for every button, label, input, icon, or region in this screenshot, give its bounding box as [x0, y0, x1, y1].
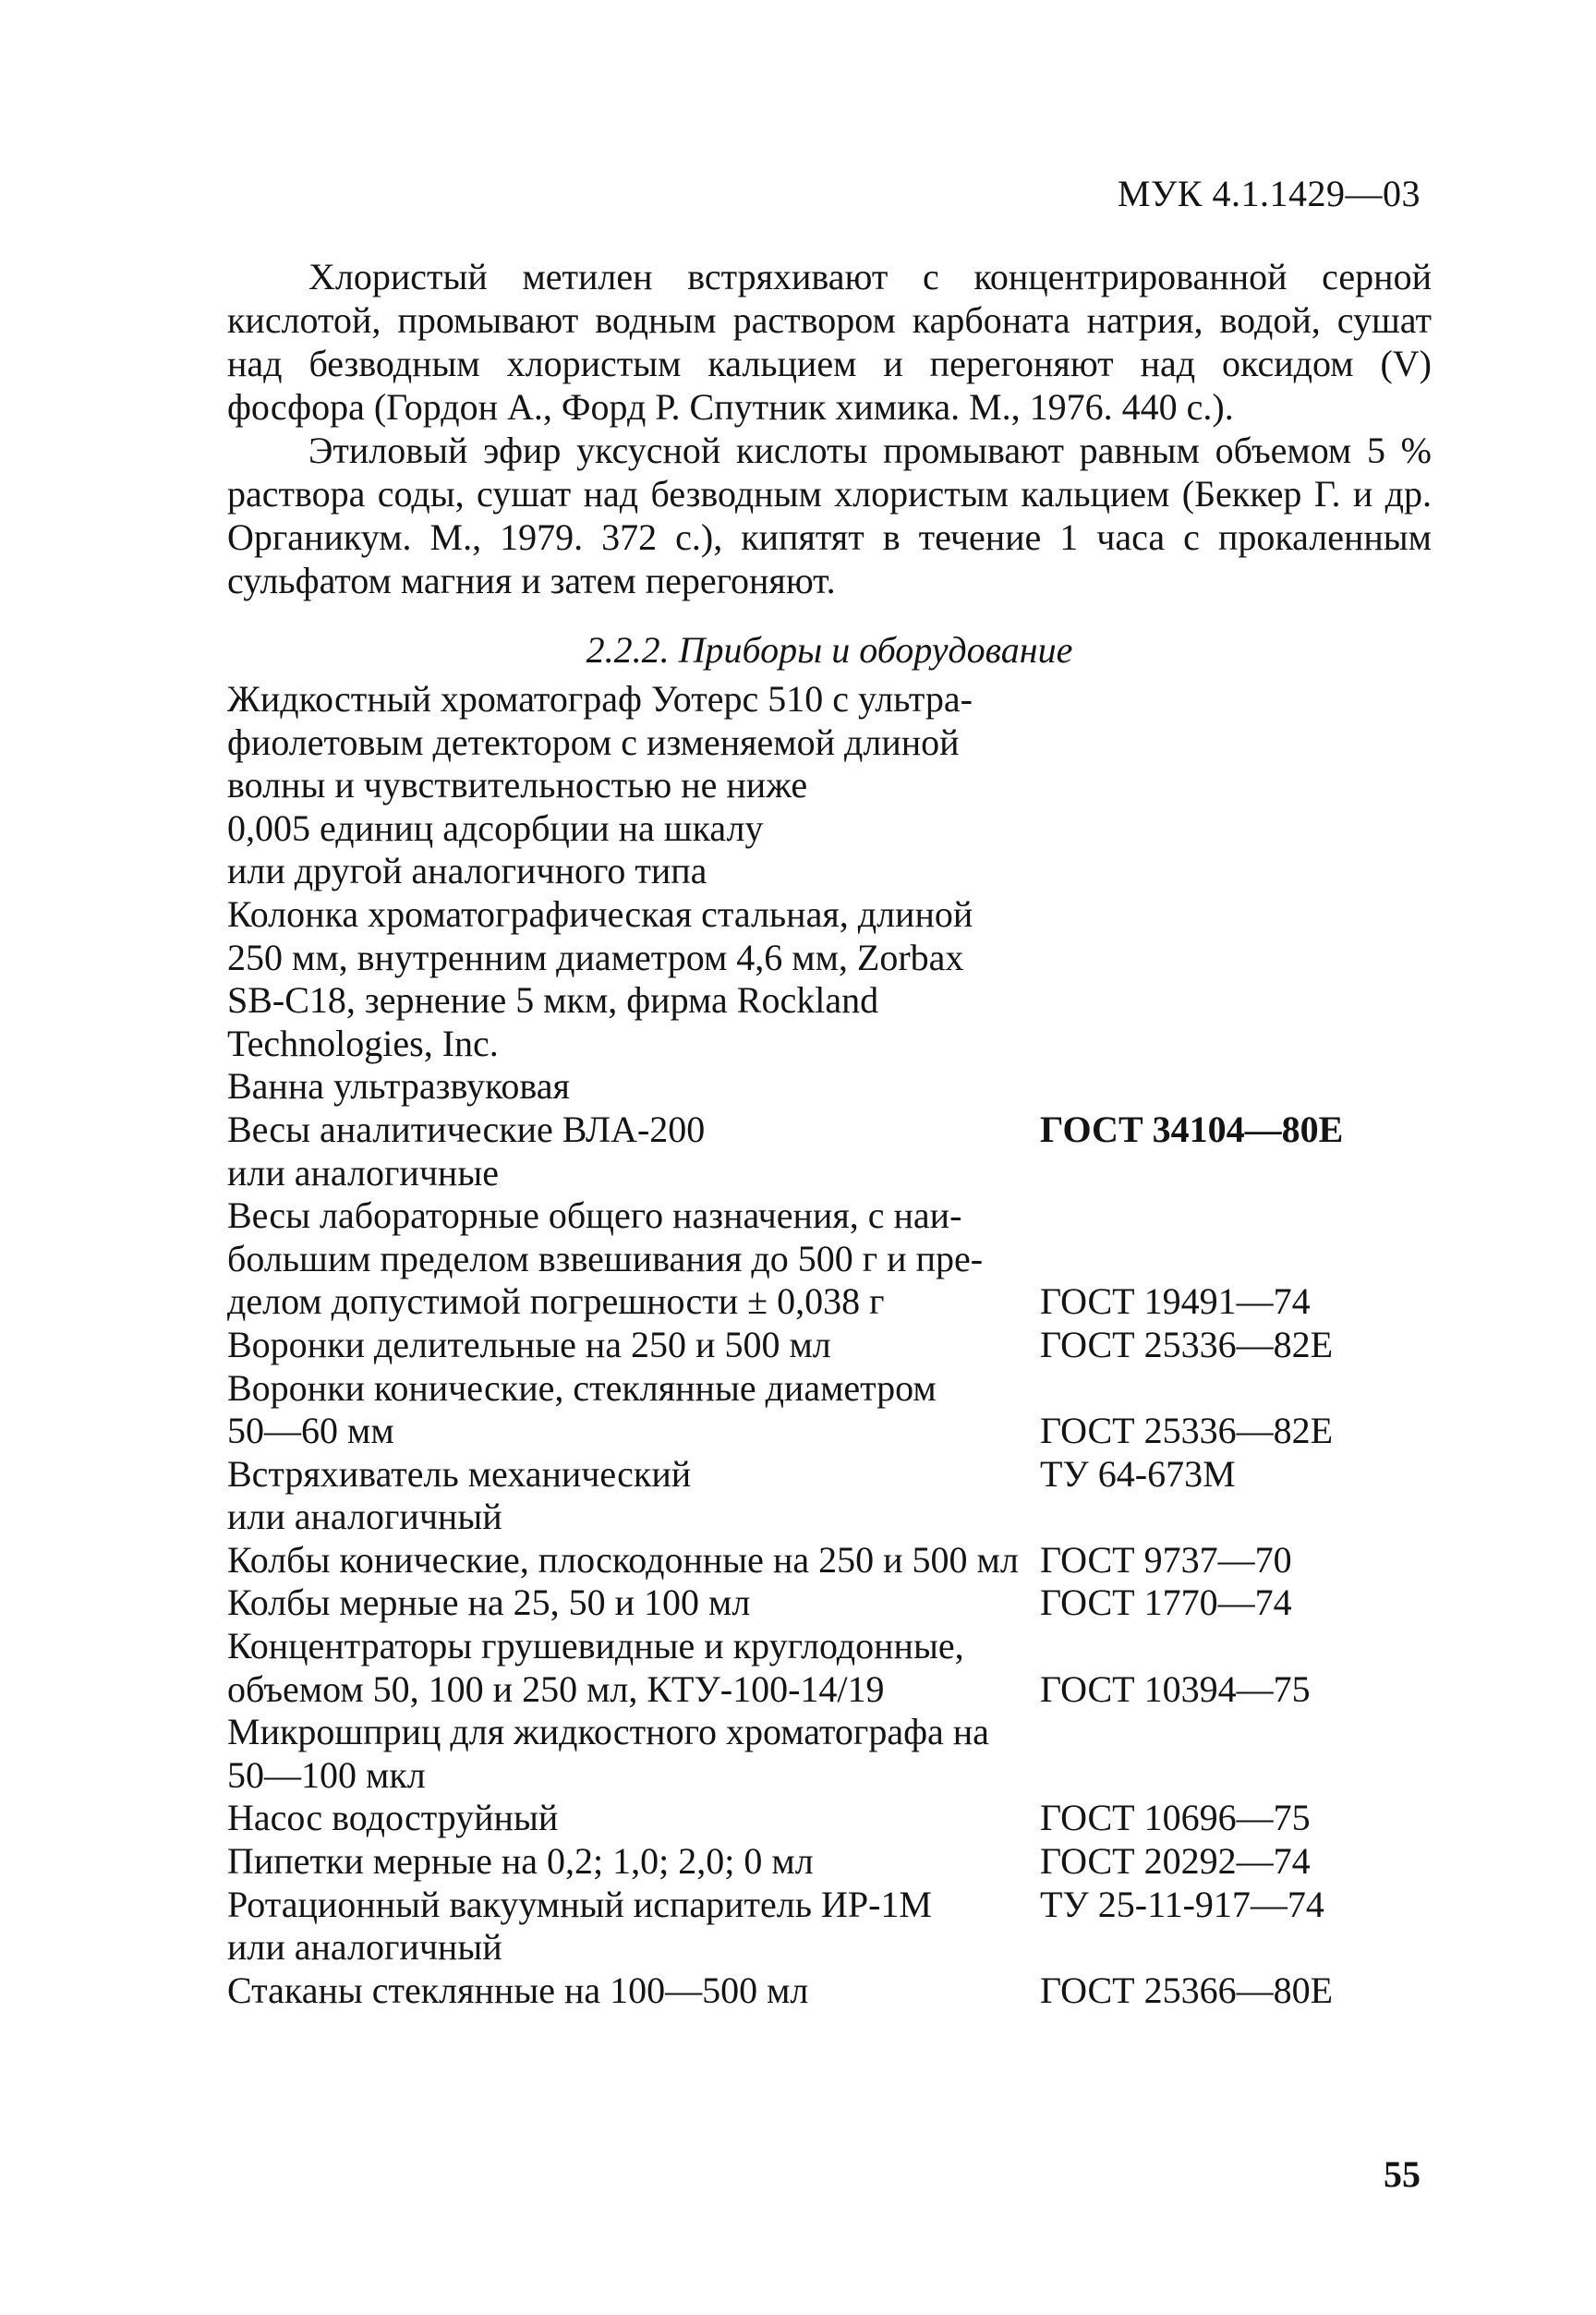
- equipment-line: [227, 1280, 1437, 1324]
- equipment-standard: ГОСТ 25336—82Е: [1040, 1323, 1334, 1365]
- equipment-item-text: Стаканы стеклянные на 100—500 мл: [227, 1969, 809, 2011]
- equipment-item-text: или аналогичный: [227, 1926, 502, 1969]
- equipment-item-text: или другой аналогичного типа: [227, 850, 707, 892]
- equipment-item-text: Technologies, Inc.: [227, 1022, 499, 1064]
- equipment-line: [227, 1625, 1437, 1668]
- equipment-standard: ГОСТ 34104—80Е: [1040, 1108, 1344, 1150]
- equipment-standard: ГОСТ 10394—75: [1040, 1667, 1311, 1710]
- equipment-line: [227, 1065, 1437, 1109]
- equipment-line: [227, 678, 1437, 721]
- equipment-item-text: Воронки конические, стеклянные диаметром: [227, 1366, 937, 1409]
- equipment-item-text: объемом 50, 100 и 250 мл, КТУ-100-14/19: [227, 1667, 885, 1710]
- equipment-item-text: Ванна ультразвуковая: [227, 1065, 570, 1108]
- equipment-standard: ГОСТ 20292—74: [1040, 1840, 1311, 1883]
- equipment-line: [227, 1970, 1437, 2013]
- body-text: [227, 255, 1432, 602]
- equipment-item-text: Весы лабораторные общего назначения, с наи-: [227, 1194, 962, 1237]
- equipment-item-text: 0,005 единиц адсорбции на шкалу: [227, 806, 764, 849]
- equipment-line: [227, 850, 1437, 893]
- equipment-line: [227, 893, 1437, 937]
- equipment-item-text: Микрошприц для жидкостного хроматографа на: [227, 1711, 989, 1753]
- page-number: 55: [1384, 2153, 1421, 2195]
- equipment-item-text: большим пределом взвешивания до 500 г и пре-: [227, 1237, 984, 1279]
- equipment-line: [227, 1840, 1437, 1884]
- equipment-item-text: SB-C18, зернение 5 мкм, фирма Rockland: [227, 979, 879, 1022]
- equipment-standard: ГОСТ 25366—80Е: [1040, 1969, 1334, 2011]
- equipment-item-text: Колбы конические, плоскодонные на 250 и 500 мл: [227, 1538, 1019, 1581]
- equipment-list: [227, 678, 1437, 2012]
- equipment-item-text: Ротационный вакуумный испаритель ИР-1М: [227, 1883, 932, 1925]
- equipment-item-text: Весы аналитические ВЛА-200: [227, 1108, 706, 1150]
- equipment-line: [227, 1109, 1437, 1152]
- equipment-item-text: Жидкостный хроматограф Уотерс 510 с ультра-: [227, 678, 973, 720]
- equipment-line: [227, 1410, 1437, 1453]
- equipment-line: [227, 1367, 1437, 1411]
- equipment-line: [227, 1668, 1437, 1712]
- equipment-standard: ГОСТ 25336—82Е: [1040, 1410, 1334, 1452]
- equipment-line: [227, 1496, 1437, 1539]
- equipment-item-text: делом допустимой погрешности ± 0,038 г: [227, 1280, 885, 1323]
- equipment-item-text: или аналогичный: [227, 1496, 502, 1538]
- equipment-line: [227, 764, 1437, 807]
- equipment-line: [227, 1539, 1437, 1582]
- equipment-line: [227, 1023, 1437, 1066]
- equipment-line: [227, 1453, 1437, 1497]
- equipment-standard: ГОСТ 10696—75: [1040, 1797, 1311, 1839]
- equipment-item-text: Колонка хроматографическая стальная, длиной: [227, 892, 973, 935]
- equipment-item-text: 50—60 мм: [227, 1410, 394, 1452]
- document-code-header: МУК 4.1.1429—03: [1117, 173, 1421, 214]
- equipment-item-text: Колбы мерные на 25, 50 и 100 мл: [227, 1582, 751, 1624]
- equipment-line: [227, 1754, 1437, 1798]
- paragraph-ethyl-acetate: Этиловый эфир уксусной кислоты промывают равным объемом 5 % раствора соды, сушат над безводным хлористым кальцием (Беккер Г. и др. Органикум. М., 1979. 372 с.), кипятят в течение 1 часа с прокаленным сульфатом магния и затем перегоняют.: [227, 430, 1432, 601]
- equipment-standard: ТУ 25-11-917—74: [1040, 1883, 1324, 1925]
- equipment-item-text: Концентраторы грушевидные и круглодонные,: [227, 1625, 964, 1667]
- equipment-line: [227, 1238, 1437, 1281]
- equipment-standard: ГОСТ 1770—74: [1040, 1582, 1292, 1624]
- equipment-item-text: волны и чувствительностью не ниже: [227, 764, 808, 806]
- equipment-line: [227, 1194, 1437, 1238]
- equipment-item-text: 250 мм, внутренним диаметром 4,6 мм, Zorbax: [227, 936, 964, 978]
- equipment-item-text: или аналогичные: [227, 1151, 499, 1194]
- equipment-line: [227, 1582, 1437, 1625]
- equipment-line: [227, 721, 1437, 765]
- equipment-standard: ГОСТ 19491—74: [1040, 1280, 1311, 1323]
- equipment-item-text: Воронки делительные на 250 и 500 мл: [227, 1323, 831, 1365]
- equipment-line: [227, 1797, 1437, 1840]
- equipment-line: [227, 1884, 1437, 1927]
- equipment-line: [227, 937, 1437, 980]
- equipment-standard: ГОСТ 9737—70: [1040, 1538, 1292, 1581]
- equipment-line: [227, 1926, 1437, 1970]
- section-title: 2.2.2. Приборы и оборудование: [586, 629, 1073, 671]
- equipment-item-text: фиолетовым детектором с изменяемой длиной: [227, 721, 960, 763]
- equipment-item-text: Встряхиватель механический: [227, 1452, 692, 1495]
- equipment-line: [227, 807, 1437, 851]
- equipment-line: [227, 1324, 1437, 1367]
- equipment-standard: ТУ 64-673М: [1040, 1452, 1236, 1495]
- equipment-line: [227, 1711, 1437, 1754]
- equipment-line: [227, 979, 1437, 1023]
- equipment-item-text: Насос водоструйный: [227, 1797, 559, 1839]
- equipment-item-text: Пипетки мерные на 0,2; 1,0; 2,0; 0 мл: [227, 1840, 814, 1883]
- equipment-item-text: 50—100 мкл: [227, 1753, 426, 1796]
- equipment-line: [227, 1152, 1437, 1195]
- paragraph-methylene-chloride: Хлористый метилен встряхивают с концентрированной серной кислотой, промывают водным раствором карбоната натрия, водой, сушат над безводным хлористым кальцием и перегоняют над оксидом (V) фосфора (Гордон А., Форд Р. Спутник химика. М., 1976. 440 с.).: [227, 256, 1432, 428]
